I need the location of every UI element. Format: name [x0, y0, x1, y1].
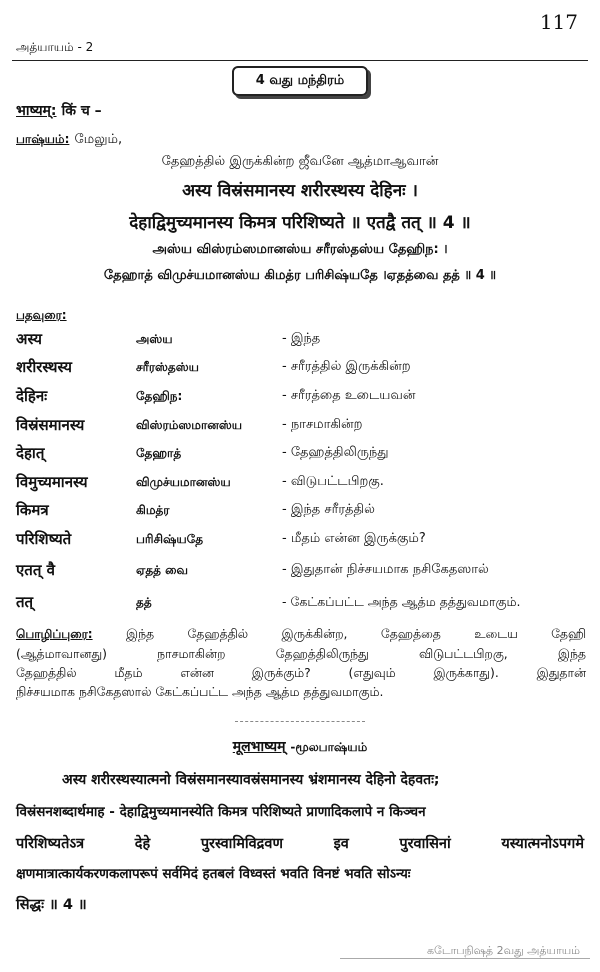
- word-transliteration: விஸ்ரம்ஸமானஸ்ய: [136, 418, 243, 432]
- word-sanskrit: विस्रंसमानस्य: [16, 416, 85, 434]
- word-meaning: - மீதம் என்ன இருக்கும்?: [282, 531, 426, 546]
- tamil-bhashya-label: பாஷ்யம்:: [16, 132, 70, 146]
- verse-translit-line-1: அஸ்ய விஸ்ரம்ஸமானஸ்ய சரீரஸ்தஸ்ய தேஹிந: ।: [152, 242, 448, 257]
- bhashya-text: किं च –: [61, 103, 102, 119]
- word-meaning: - சரீரத்தில் இருக்கின்ற: [282, 359, 411, 374]
- word-transliteration: அஸ்ய: [136, 332, 173, 346]
- section-divider: [235, 721, 365, 722]
- page-number: 117: [539, 10, 578, 34]
- summary-line: தேஹத்தில் மீதம் என்ன இருக்கும்? (எதுவும் இருக்காது). இதுதான்: [16, 665, 586, 680]
- word-transliteration: ஏதத் வை: [136, 563, 188, 577]
- word-sanskrit: परिशिष्यते: [16, 530, 72, 548]
- summary-line: (ஆத்மாவானது) நாசமாகின்ற தேஹத்திலிருந்து விடுபட்டபிறகு, இந்த: [16, 646, 586, 661]
- verse-tamil-intro: தேஹத்தில் இருக்கின்ற ஜீவனே ஆத்மாஆவான்: [161, 154, 439, 169]
- word-meaning: - விடுபட்டபிறகு.: [282, 474, 384, 489]
- word-transliteration: விமுச்யமானஸ்ய: [136, 475, 231, 489]
- mantra-title: 4 வது மந்திரம்: [232, 66, 368, 96]
- word-meaning: - சரீரத்தை உடையவன்: [282, 388, 416, 403]
- footer-rule: [340, 958, 590, 959]
- summary-paragraph: [16, 624, 586, 701]
- word-sanskrit: शरीरस्थस्य: [16, 358, 73, 376]
- mula-line: विस्रंसनशब्दार्थमाह - देहाद्विमुच्यमानस्येति किमत्र परिशिष्यते प्राणादिकलापे न किञ्चन: [16, 804, 426, 820]
- word-meaning-heading: பதவுரை:: [16, 308, 67, 322]
- word-transliteration: தேஹிந:: [136, 389, 183, 403]
- word-transliteration: சரீரஸ்தஸ்ய: [136, 360, 199, 374]
- word-sanskrit: देहात्: [16, 444, 45, 462]
- word-sanskrit: एतत् वै: [16, 561, 55, 579]
- mula-line: सिद्धः ॥ 4 ॥: [16, 897, 87, 913]
- mula-line: क्षणमात्रात्कार्यकरणकलापरूपं सर्वमिदं हतबलं विध्वस्तं भवति विनष्टं भवति सोऽन्यः: [16, 866, 411, 882]
- word-sanskrit: किमत्र: [16, 501, 49, 519]
- summary-line: இந்த தேஹத்தில் இருக்கின்ற, தேஹத்தை உடைய தேஹி: [126, 626, 586, 641]
- word-sanskrit: देहिनः: [16, 387, 48, 405]
- tamil-bhashya-intro: [16, 128, 122, 148]
- word-meaning: - இந்த: [282, 331, 321, 346]
- word-meaning: - இதுதான் நிச்சயமாக நசிகேதஸால்: [282, 562, 489, 577]
- word-meaning: - இந்த சரீரத்தில்: [282, 502, 375, 517]
- verse-translit-line-2: தேஹாத் விமுச்யமானஸ்ய கிமத்ர பரிசிஷ்யதே ।ஏதத்வை தத் ॥ 4 ॥: [103, 268, 497, 283]
- footer-text: கடோபநிஷத் 2வது அத்யாயம்: [426, 944, 580, 957]
- bhashya-label: भाष्यम्:: [16, 103, 57, 119]
- bhashya-intro: [16, 100, 102, 120]
- mula-title-tamil: -மூலபாஷ்யம்: [290, 740, 368, 754]
- summary-label: பொழிப்புரை:: [16, 627, 93, 641]
- word-transliteration: தத்: [136, 595, 152, 609]
- word-transliteration: பரிசிஷ்யதே: [136, 532, 204, 546]
- word-meaning: - கேட்கப்பட்ட அந்த ஆத்ம தத்துவமாகும்.: [282, 594, 521, 609]
- tamil-bhashya-text: மேலும்,: [74, 132, 123, 147]
- mula-line: अस्य शरीरस्थस्यात्मनो विस्रंसमानस्यावस्रंसमानस्य भ्रंशमानस्य देहिनो देहवतः;: [62, 772, 440, 788]
- word-meaning: - தேஹத்திலிருந்து: [282, 445, 389, 460]
- header-rule: [12, 60, 588, 61]
- word-meaning: - நாசமாகின்ற: [282, 417, 363, 432]
- mula-line: परिशिष्यतेऽत्र देहे पुरस्वामिविद्रवण इव पुरवासिनां यस्यात्मनोऽपगमे: [16, 836, 584, 852]
- mula-title-sanskrit: मूलभाष्यम्: [232, 739, 286, 755]
- word-transliteration: தேஹாத்: [136, 446, 182, 460]
- summary-line: நிச்சயமாக நசிகேதஸால் கேட்கப்பட்ட அந்த ஆத்ம தத்துவமாகும்.: [16, 684, 384, 699]
- verse-sanskrit-line-2: देहाद्विमुच्यमानस्य किमत्र परिशिष्यते ॥ एतद्वै तत् ॥ 4 ॥: [129, 213, 471, 233]
- verse-sanskrit-line-1: अस्य विस्रंसमानस्य शरीरस्थस्य देहिनः ।: [182, 181, 418, 201]
- word-transliteration: கிமத்ர: [136, 503, 170, 517]
- mula-bhashya-title: [0, 737, 600, 756]
- word-sanskrit: विमुच्यमानस्य: [16, 473, 88, 491]
- word-sanskrit: अस्य: [16, 330, 42, 348]
- chapter-header: அத்யாயம் - 2: [16, 40, 94, 54]
- word-sanskrit: तत्: [16, 593, 34, 611]
